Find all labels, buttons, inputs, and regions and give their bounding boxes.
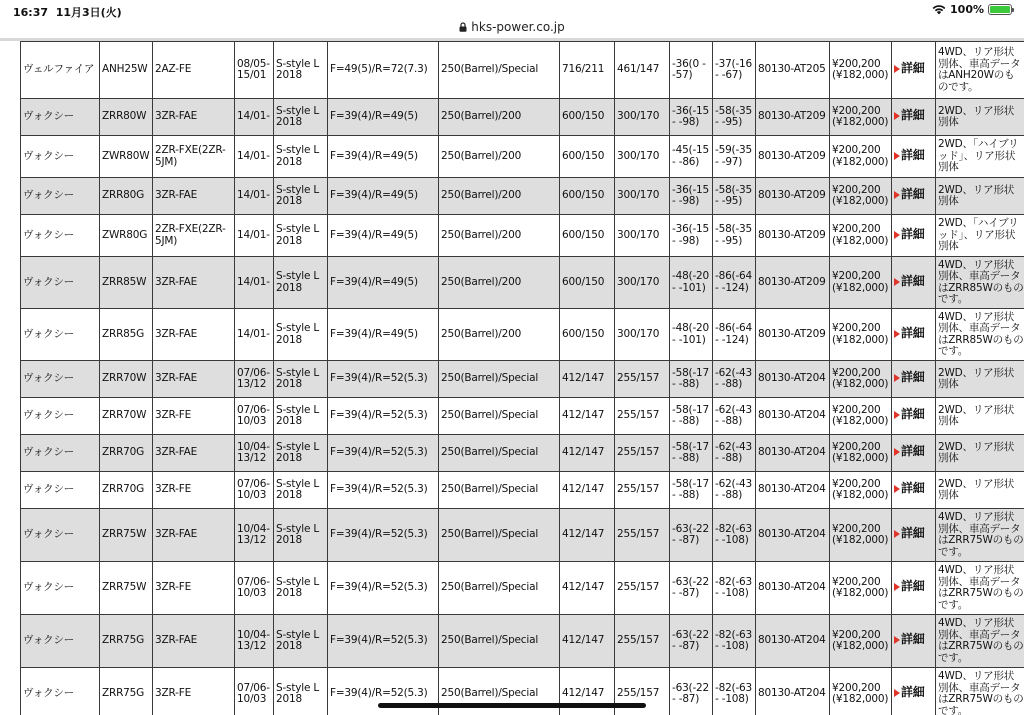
cell-engine: 3ZR-FE xyxy=(153,472,235,509)
cell-note: 2WD、リア形状別体 xyxy=(936,472,1024,509)
cell-free: 255/157 xyxy=(615,509,670,562)
cell-note: 4WD、リア形状別体、車高データはZRR75Wのものです。 xyxy=(936,562,1024,615)
cell-price: ¥200,200 (¥182,000) xyxy=(830,615,892,668)
arrow-right-icon xyxy=(894,411,900,419)
cell-detail xyxy=(892,257,936,309)
cell-fr: -36(0 - -57) xyxy=(670,42,713,99)
cell-detail xyxy=(892,99,936,136)
cell-spec: S-style L 2018 xyxy=(274,178,328,215)
cell-name: ヴェルファイア xyxy=(21,42,100,99)
cell-detail xyxy=(892,509,936,562)
cell-name: ヴォクシー xyxy=(21,435,100,472)
cell-year: 14/01- xyxy=(235,178,274,215)
cell-code: 80130-AT204 xyxy=(756,361,830,398)
cell-spec: S-style L 2018 xyxy=(274,257,328,309)
arrow-right-icon xyxy=(894,689,900,697)
cell-name: ヴォクシー xyxy=(21,215,100,257)
cell-price: ¥200,200 (¥182,000) xyxy=(830,257,892,309)
cell-damper: 250(Barrel)/200 xyxy=(439,309,560,361)
cell-note: 2WD、リア形状別体 xyxy=(936,435,1024,472)
cell-length: 600/150 xyxy=(560,136,615,178)
detail-label: 詳細 xyxy=(901,370,925,385)
detail-link[interactable] xyxy=(894,226,925,241)
cell-rr: -86(-64 - -124) xyxy=(713,257,756,309)
cell-rr: -37(-16 - -67) xyxy=(713,42,756,99)
cell-name: ヴォクシー xyxy=(21,398,100,435)
cell-year: 10/04-13/12 xyxy=(235,615,274,668)
cell-fr: -58(-17 - -88) xyxy=(670,435,713,472)
cell-engine: 3ZR-FE xyxy=(153,668,235,715)
spec-table xyxy=(20,41,1024,715)
cell-damper: 250(Barrel)/Special xyxy=(439,398,560,435)
cell-price: ¥200,200 (¥182,000) xyxy=(830,668,892,715)
status-clock: 16:37 xyxy=(13,6,49,19)
cell-price: ¥200,200 (¥182,000) xyxy=(830,99,892,136)
cell-spec: S-style L 2018 xyxy=(274,509,328,562)
table-row xyxy=(21,178,1024,215)
cell-detail xyxy=(892,361,936,398)
cell-year: 14/01- xyxy=(235,215,274,257)
detail-link[interactable] xyxy=(894,528,925,540)
cell-damper: 250(Barrel)/Special xyxy=(439,668,560,715)
detail-label: 詳細 xyxy=(901,325,925,340)
page-content[interactable] xyxy=(0,38,1024,715)
table-row xyxy=(21,215,1024,257)
detail-label: 詳細 xyxy=(901,407,925,422)
cell-length: 412/147 xyxy=(560,668,615,715)
cell-name: ヴォクシー xyxy=(21,509,100,562)
table-body xyxy=(21,42,1024,715)
cell-damper: 250(Barrel)/200 xyxy=(439,136,560,178)
cell-year: 14/01- xyxy=(235,257,274,309)
cell-fr: -48(-20 - -101) xyxy=(670,309,713,361)
cell-spec: S-style L 2018 xyxy=(274,361,328,398)
wifi-icon xyxy=(932,4,946,15)
cell-fr: -63(-22 - -87) xyxy=(670,668,713,715)
cell-rr: -58(-35 - -95) xyxy=(713,215,756,257)
cell-free: 300/170 xyxy=(615,215,670,257)
cell-detail xyxy=(892,435,936,472)
cell-code: 80130-AT204 xyxy=(756,435,830,472)
arrow-right-icon xyxy=(894,530,900,538)
cell-length: 600/150 xyxy=(560,99,615,136)
arrow-right-icon xyxy=(894,374,900,382)
cell-year: 10/04-13/12 xyxy=(235,435,274,472)
cell-free: 255/157 xyxy=(615,562,670,615)
lock-icon xyxy=(459,22,467,32)
cell-rate: F=39(4)/R=49(5) xyxy=(328,215,439,257)
cell-model: ZRR70G xyxy=(100,435,153,472)
cell-price: ¥200,200 (¥182,000) xyxy=(830,361,892,398)
cell-engine: 2ZR-FXE(2ZR-5JM) xyxy=(153,215,235,257)
cell-model: ZRR85G xyxy=(100,309,153,361)
url-text: hks-power.co.jp xyxy=(471,20,565,34)
cell-note: 4WD、リア形状別体、車高データはZRR85Wのものです。 xyxy=(936,257,1024,309)
cell-name: ヴォクシー xyxy=(21,257,100,309)
detail-link[interactable] xyxy=(894,325,925,340)
cell-name: ヴォクシー xyxy=(21,472,100,509)
arrow-right-icon xyxy=(894,152,900,160)
cell-name: ヴォクシー xyxy=(21,668,100,715)
cell-free: 300/170 xyxy=(615,178,670,215)
cell-price: ¥200,200 (¥182,000) xyxy=(830,136,892,178)
cell-spec: S-style L 2018 xyxy=(274,562,328,615)
cell-damper: 250(Barrel)/200 xyxy=(439,99,560,136)
detail-link[interactable] xyxy=(894,634,925,646)
cell-name: ヴォクシー xyxy=(21,136,100,178)
detail-link[interactable] xyxy=(894,147,925,162)
cell-note: 2WD、リア形状別体 xyxy=(936,99,1024,136)
cell-price: ¥200,200 (¥182,000) xyxy=(830,215,892,257)
cell-code: 80130-AT209 xyxy=(756,309,830,361)
cell-fr: -48(-20 - -101) xyxy=(670,257,713,309)
cell-spec: S-style L 2018 xyxy=(274,615,328,668)
table-row xyxy=(21,562,1024,615)
cell-note: 2WD、リア形状別体 xyxy=(936,178,1024,215)
cell-detail xyxy=(892,562,936,615)
detail-label: 詳細 xyxy=(901,444,925,459)
cell-spec: S-style L 2018 xyxy=(274,309,328,361)
cell-note: 4WD、リア形状別体、車高データはZRR75Wのものです。 xyxy=(936,668,1024,715)
cell-engine: 2AZ-FE xyxy=(153,42,235,99)
cell-fr: -63(-22 - -87) xyxy=(670,615,713,668)
cell-year: 14/01- xyxy=(235,99,274,136)
cell-length: 412/147 xyxy=(560,562,615,615)
cell-length: 412/147 xyxy=(560,615,615,668)
detail-label: 詳細 xyxy=(901,108,925,123)
cell-free: 300/170 xyxy=(615,309,670,361)
cell-length: 412/147 xyxy=(560,509,615,562)
detail-label: 詳細 xyxy=(901,273,925,288)
cell-damper: 250(Barrel)/200 xyxy=(439,257,560,309)
cell-price: ¥200,200 (¥182,000) xyxy=(830,398,892,435)
cell-free: 255/157 xyxy=(615,472,670,509)
cell-code: 80130-AT209 xyxy=(756,136,830,178)
detail-label: 詳細 xyxy=(901,187,925,202)
cell-year: 10/04-13/12 xyxy=(235,509,274,562)
table-row xyxy=(21,136,1024,178)
detail-link[interactable] xyxy=(894,409,925,421)
cell-model: ZRR85W xyxy=(100,257,153,309)
cell-free: 255/157 xyxy=(615,398,670,435)
cell-damper: 250(Barrel)/200 xyxy=(439,178,560,215)
cell-model: ZRR80G xyxy=(100,178,153,215)
cell-rate: F=39(4)/R=52(5.3) xyxy=(328,509,439,562)
cell-free: 300/170 xyxy=(615,257,670,309)
cell-note: 2WD、リア形状別体 xyxy=(936,398,1024,435)
detail-link[interactable] xyxy=(894,687,925,699)
cell-year: 07/06-10/03 xyxy=(235,398,274,435)
cell-fr: -63(-22 - -87) xyxy=(670,562,713,615)
table-row xyxy=(21,509,1024,562)
detail-link[interactable] xyxy=(894,273,925,288)
detail-link[interactable] xyxy=(894,581,925,593)
cell-free: 255/157 xyxy=(615,615,670,668)
cell-note: 2WD、リア形状別体 xyxy=(936,361,1024,398)
cell-rr: -62(-43 - -88) xyxy=(713,435,756,472)
cell-detail xyxy=(892,309,936,361)
cell-fr: -58(-17 - -88) xyxy=(670,472,713,509)
detail-label: 詳細 xyxy=(901,526,925,541)
cell-code: 80130-AT204 xyxy=(756,668,830,715)
cell-rr: -82(-63 - -108) xyxy=(713,668,756,715)
cell-model: ZRR70G xyxy=(100,472,153,509)
cell-spec: S-style L 2018 xyxy=(274,99,328,136)
cell-year: 07/06-10/03 xyxy=(235,668,274,715)
cell-price: ¥200,200 (¥182,000) xyxy=(830,435,892,472)
cell-spec: S-style L 2018 xyxy=(274,668,328,715)
cell-code: 80130-AT209 xyxy=(756,99,830,136)
cell-price: ¥200,200 (¥182,000) xyxy=(830,309,892,361)
cell-code: 80130-AT204 xyxy=(756,472,830,509)
cell-rr: -82(-63 - -108) xyxy=(713,509,756,562)
cell-year: 14/01- xyxy=(235,309,274,361)
cell-fr: -45(-15 - -86) xyxy=(670,136,713,178)
cell-rate: F=39(4)/R=52(5.3) xyxy=(328,562,439,615)
cell-model: ZWR80G xyxy=(100,215,153,257)
status-date: 11月3日(火) xyxy=(55,6,122,19)
cell-damper: 250(Barrel)/Special xyxy=(439,562,560,615)
detail-link[interactable] xyxy=(894,110,925,122)
cell-code: 80130-AT204 xyxy=(756,509,830,562)
cell-name: ヴォクシー xyxy=(21,309,100,361)
detail-link[interactable] xyxy=(894,372,925,384)
battery-level xyxy=(990,6,1010,13)
arrow-right-icon xyxy=(894,231,900,239)
cell-engine: 3ZR-FAE xyxy=(153,257,235,309)
cell-fr: -36(-15 - -98) xyxy=(670,178,713,215)
cell-rr: -82(-63 - -108) xyxy=(713,615,756,668)
cell-rate: F=39(4)/R=52(5.3) xyxy=(328,398,439,435)
cell-spec: S-style L 2018 xyxy=(274,42,328,99)
cell-engine: 3ZR-FAE xyxy=(153,99,235,136)
cell-length: 600/150 xyxy=(560,215,615,257)
table-row xyxy=(21,257,1024,309)
cell-note: 4WD、リア形状別体、車高データはZRR75Wのものです。 xyxy=(936,615,1024,668)
cell-engine: 3ZR-FAE xyxy=(153,615,235,668)
arrow-right-icon xyxy=(894,583,900,591)
cell-name: ヴォクシー xyxy=(21,361,100,398)
cell-price: ¥200,200 (¥182,000) xyxy=(830,472,892,509)
cell-rate: F=39(4)/R=52(5.3) xyxy=(328,615,439,668)
cell-code: 80130-AT209 xyxy=(756,257,830,309)
cell-spec: S-style L 2018 xyxy=(274,215,328,257)
cell-damper: 250(Barrel)/200 xyxy=(439,215,560,257)
detail-label: 詳細 xyxy=(901,147,925,162)
cell-name: ヴォクシー xyxy=(21,615,100,668)
table-row xyxy=(21,398,1024,435)
table-row xyxy=(21,472,1024,509)
cell-engine: 3ZR-FAE xyxy=(153,361,235,398)
arrow-right-icon xyxy=(894,278,900,286)
cell-year: 07/06-10/03 xyxy=(235,472,274,509)
cell-spec: S-style L 2018 xyxy=(274,435,328,472)
battery-percent: 100% xyxy=(950,3,984,16)
cell-engine: 3ZR-FE xyxy=(153,562,235,615)
cell-length: 412/147 xyxy=(560,472,615,509)
cell-detail xyxy=(892,398,936,435)
detail-label: 詳細 xyxy=(901,685,925,700)
cell-rate: F=39(4)/R=52(5.3) xyxy=(328,472,439,509)
arrow-right-icon xyxy=(894,191,900,199)
table-row xyxy=(21,615,1024,668)
cell-model: ZRR70W xyxy=(100,398,153,435)
cell-code: 80130-AT204 xyxy=(756,562,830,615)
cell-detail xyxy=(892,178,936,215)
cell-free: 461/147 xyxy=(615,42,670,99)
detail-label: 詳細 xyxy=(901,632,925,647)
detail-link[interactable] xyxy=(894,63,925,75)
cell-fr: -36(-15 - -98) xyxy=(670,215,713,257)
cell-rate: F=39(4)/R=49(5) xyxy=(328,257,439,309)
detail-label: 詳細 xyxy=(901,579,925,594)
cell-price: ¥200,200 (¥182,000) xyxy=(830,42,892,99)
cell-rate: F=39(4)/R=49(5) xyxy=(328,178,439,215)
arrow-right-icon xyxy=(894,330,900,338)
cell-detail xyxy=(892,472,936,509)
cell-damper: 250(Barrel)/Special xyxy=(439,435,560,472)
cell-detail xyxy=(892,615,936,668)
cell-code: 80130-AT209 xyxy=(756,215,830,257)
detail-link[interactable] xyxy=(894,189,925,201)
arrow-right-icon xyxy=(894,65,900,73)
cell-damper: 250(Barrel)/Special xyxy=(439,472,560,509)
cell-model: ZRR70W xyxy=(100,361,153,398)
cell-model: ZRR75W xyxy=(100,562,153,615)
cell-detail xyxy=(892,215,936,257)
table-row xyxy=(21,435,1024,472)
address-bar[interactable] xyxy=(0,18,1024,38)
table-row xyxy=(21,42,1024,99)
cell-name: ヴォクシー xyxy=(21,178,100,215)
cell-length: 412/147 xyxy=(560,398,615,435)
cell-damper: 250(Barrel)/Special xyxy=(439,509,560,562)
cell-engine: 3ZR-FAE xyxy=(153,309,235,361)
cell-fr: -58(-17 - -88) xyxy=(670,361,713,398)
cell-free: 255/157 xyxy=(615,435,670,472)
home-indicator[interactable] xyxy=(378,703,646,708)
cell-rr: -86(-64 - -124) xyxy=(713,309,756,361)
table-row xyxy=(21,309,1024,361)
detail-link[interactable] xyxy=(894,446,925,458)
cell-rr: -62(-43 - -88) xyxy=(713,398,756,435)
cell-rate: F=39(4)/R=49(5) xyxy=(328,309,439,361)
cell-length: 600/150 xyxy=(560,178,615,215)
cell-rr: -62(-43 - -88) xyxy=(713,472,756,509)
cell-spec: S-style L 2018 xyxy=(274,398,328,435)
cell-length: 716/211 xyxy=(560,42,615,99)
cell-damper: 250(Barrel)/Special xyxy=(439,615,560,668)
arrow-right-icon xyxy=(894,636,900,644)
detail-link[interactable] xyxy=(894,483,925,495)
detail-label: 詳細 xyxy=(901,481,925,496)
cell-rate: F=39(4)/R=52(5.3) xyxy=(328,668,439,715)
cell-price: ¥200,200 (¥182,000) xyxy=(830,509,892,562)
cell-rr: -58(-35 - -95) xyxy=(713,178,756,215)
status-bar xyxy=(0,0,1024,20)
battery-icon xyxy=(988,4,1012,15)
cell-year: 07/06-10/03 xyxy=(235,562,274,615)
cell-model: ZRR75W xyxy=(100,509,153,562)
cell-detail xyxy=(892,136,936,178)
cell-detail xyxy=(892,42,936,99)
cell-rate: F=39(4)/R=52(5.3) xyxy=(328,435,439,472)
cell-note: 4WD、リア形状別体、車高データはANH20Wのものです。 xyxy=(936,42,1024,99)
cell-free: 300/170 xyxy=(615,136,670,178)
detail-label: 詳細 xyxy=(901,61,925,76)
cell-length: 412/147 xyxy=(560,435,615,472)
cell-rr: -82(-63 - -108) xyxy=(713,562,756,615)
detail-label: 詳細 xyxy=(901,226,925,241)
cell-year: 14/01- xyxy=(235,136,274,178)
cell-code: 80130-AT209 xyxy=(756,178,830,215)
cell-model: ZRR75G xyxy=(100,615,153,668)
cell-length: 600/150 xyxy=(560,309,615,361)
cell-rate: F=49(5)/R=72(7.3) xyxy=(328,42,439,99)
cell-length: 412/147 xyxy=(560,361,615,398)
cell-engine: 3ZR-FAE xyxy=(153,509,235,562)
arrow-right-icon xyxy=(894,448,900,456)
cell-model: ANH25W xyxy=(100,42,153,99)
cell-engine: 3ZR-FE xyxy=(153,398,235,435)
status-indicators xyxy=(932,3,1012,16)
arrow-right-icon xyxy=(894,485,900,493)
cell-engine: 2ZR-FXE(2ZR-5JM) xyxy=(153,136,235,178)
arrow-right-icon xyxy=(894,112,900,120)
cell-detail xyxy=(892,668,936,715)
cell-year: 08/05-15/01 xyxy=(235,42,274,99)
cell-rr: -62(-43 - -88) xyxy=(713,361,756,398)
cell-note: 2WD、「ハイブリッド」、リア形状別体 xyxy=(936,215,1024,257)
cell-rr: -58(-35 - -95) xyxy=(713,99,756,136)
cell-rate: F=39(4)/R=52(5.3) xyxy=(328,361,439,398)
cell-name: ヴォクシー xyxy=(21,99,100,136)
cell-code: 80130-AT205 xyxy=(756,42,830,99)
cell-price: ¥200,200 (¥182,000) xyxy=(830,178,892,215)
cell-year: 07/06-13/12 xyxy=(235,361,274,398)
table-row xyxy=(21,361,1024,398)
cell-fr: -63(-22 - -87) xyxy=(670,509,713,562)
cell-engine: 3ZR-FAE xyxy=(153,178,235,215)
cell-code: 80130-AT204 xyxy=(756,615,830,668)
cell-fr: -36(-15 - -98) xyxy=(670,99,713,136)
table-row xyxy=(21,99,1024,136)
cell-free: 255/157 xyxy=(615,361,670,398)
cell-free: 255/157 xyxy=(615,668,670,715)
cell-model: ZRR80W xyxy=(100,99,153,136)
cell-engine: 3ZR-FAE xyxy=(153,435,235,472)
cell-rate: F=39(4)/R=49(5) xyxy=(328,136,439,178)
cell-rate: F=39(4)/R=49(5) xyxy=(328,99,439,136)
cell-name: ヴォクシー xyxy=(21,562,100,615)
cell-model: ZRR75G xyxy=(100,668,153,715)
cell-damper: 250(Barrel)/Special xyxy=(439,361,560,398)
cell-note: 4WD、リア形状別体、車高データはZRR85Wのものです。 xyxy=(936,309,1024,361)
cell-damper: 250(Barrel)/Special xyxy=(439,42,560,99)
cell-spec: S-style L 2018 xyxy=(274,136,328,178)
cell-rr: -59(-35 - -97) xyxy=(713,136,756,178)
cell-note: 4WD、リア形状別体、車高データはZRR75Wのものです。 xyxy=(936,509,1024,562)
cell-note: 2WD、「ハイブリッド」、リア形状別体 xyxy=(936,136,1024,178)
cell-model: ZWR80W xyxy=(100,136,153,178)
cell-price: ¥200,200 (¥182,000) xyxy=(830,562,892,615)
cell-fr: -58(-17 - -88) xyxy=(670,398,713,435)
cell-free: 300/170 xyxy=(615,99,670,136)
cell-length: 600/150 xyxy=(560,257,615,309)
cell-code: 80130-AT204 xyxy=(756,398,830,435)
cell-spec: S-style L 2018 xyxy=(274,472,328,509)
